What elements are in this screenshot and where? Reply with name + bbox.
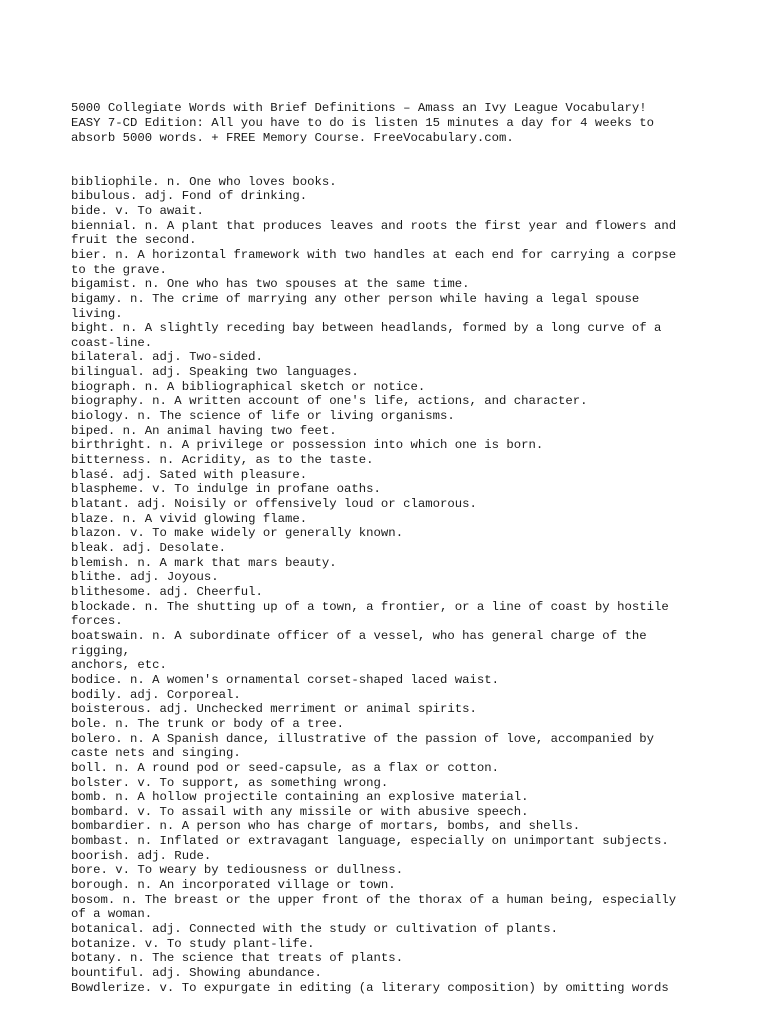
entry-line: living. [71,306,123,321]
entry-line: rigging, [71,643,131,658]
entry-line: bier. n. A horizontal framework with two handles at each end for carrying a corpse [71,247,677,262]
entry-line: botanical. adj. Connected with the study or cultivation of plants. [71,922,559,937]
entry-line: bombast. n. Inflated or extravagant language, especially on unimportant subjects. [71,834,669,849]
entry-line: bitterness. n. Acridity, as to the taste. [71,453,374,468]
entry-line: bombardier. n. A person who has charge of mortars, bombs, and shells. [71,819,581,834]
entry-line: blemish. n. A mark that mars beauty. [71,555,337,570]
entry-line: biograph. n. A bibliographical sketch or notice. [71,379,426,394]
entry-line: blasé. adj. Sated with pleasure. [71,467,308,482]
entry-line: blithe. adj. Joyous. [71,570,219,585]
entry-line: blaze. n. A vivid glowing flame. [71,511,308,526]
entry-line: bleak. adj. Desolate. [71,541,226,555]
entry-line: bilateral. adj. Two-sided. [71,350,263,365]
entry-line: botany. n. The science that treats of plants. [71,951,404,966]
entry-line: of a woman. [71,907,153,922]
entry-line: botanize. v. To study plant-life. [71,936,315,951]
vocabulary-list [71,175,711,996]
entry-line: boll. n. A round pod or seed-capsule, as a flax or cotton. [71,760,500,775]
entry-line: blithesome. adj. Cheerful. [71,584,263,599]
entry-line: borough. n. An incorporated village or town. [71,878,396,893]
header-line: 5000 Collegiate Words with Brief Definitions – Amass an Ivy League Vocabulary! [71,101,647,116]
entry-line: bore. v. To weary by tediousness or dullness. [71,863,404,878]
entry-line: biography. n. A written account of one's life, actions, and character. [71,394,588,409]
entry-line: boatswain. n. A subordinate officer of a vessel, who has general charge of the [71,628,647,643]
entry-line: anchors, etc. [71,658,167,673]
entry-line: bilingual. adj. Speaking two languages. [71,365,359,380]
entry-line: Bowdlerize. v. To expurgate in editing (a literary composition) by omitting words [71,980,669,995]
entry-line: bodily. adj. Corporeal. [71,687,241,702]
header-line: absorb 5000 words. + FREE Memory Course. FreeVocabulary.com. [71,130,514,145]
entry-line: blaspheme. v. To indulge in profane oaths. [71,482,381,497]
entry-line: bolster. v. To support, as something wrong. [71,775,389,790]
entry-line: bight. n. A slightly receding bay between headlands, formed by a long curve of a [71,321,662,336]
entry-line: bolero. n. A Spanish dance, illustrative of the passion of love, accompanied by [71,731,654,746]
entry-line: bosom. n. The breast or the upper front of the thorax of a human being, especially [71,892,677,907]
entry-line: birthright. n. A privilege or possession into which one is born. [71,438,544,453]
entry-line: bombard. v. To assail with any missile or with abusive speech. [71,804,529,819]
entry-line: bibliophile. n. One who loves books. [71,174,337,189]
document-header [71,101,711,145]
entry-line: boorish. adj. Rude. [71,848,212,863]
entry-line: forces. [71,614,123,629]
entry-line: bide. v. To await. [71,203,204,218]
entry-line: bigamy. n. The crime of marrying any other person while having a legal spouse [71,291,640,306]
header-line: EASY 7-CD Edition: All you have to do is listen 15 minutes a day for 4 weeks to [71,115,654,130]
entry-line: biology. n. The science of life or living organisms. [71,409,455,424]
entry-line: fruit the second. [71,233,197,248]
entry-line: bole. n. The trunk or body of a tree. [71,716,345,731]
document-page [71,72,711,1010]
entry-line: boisterous. adj. Unchecked merriment or animal spirits. [71,702,477,717]
entry-line: biped. n. An animal having two feet. [71,423,337,438]
entry-line: bigamist. n. One who has two spouses at the same time. [71,277,470,292]
entry-line: bodice. n. A women's ornamental corset-shaped laced waist. [71,672,500,687]
entry-line: bibulous. adj. Fond of drinking. [71,189,308,204]
entry-line: coast-line. [71,335,153,350]
entry-line: bomb. n. A hollow projectile containing an explosive material. [71,790,529,805]
entry-line: to the grave. [71,262,167,277]
entry-line: caste nets and singing. [71,746,241,761]
entry-line: biennial. n. A plant that produces leaves and roots the first year and flowers and [71,218,677,233]
entry-line: bountiful. adj. Showing abundance. [71,966,322,981]
entry-line: blatant. adj. Noisily or offensively loud or clamorous. [71,497,477,512]
entry-line: blockade. n. The shutting up of a town, a frontier, or a line of coast by hostile [71,599,669,614]
entry-line: blazon. v. To make widely or generally known. [71,526,404,541]
